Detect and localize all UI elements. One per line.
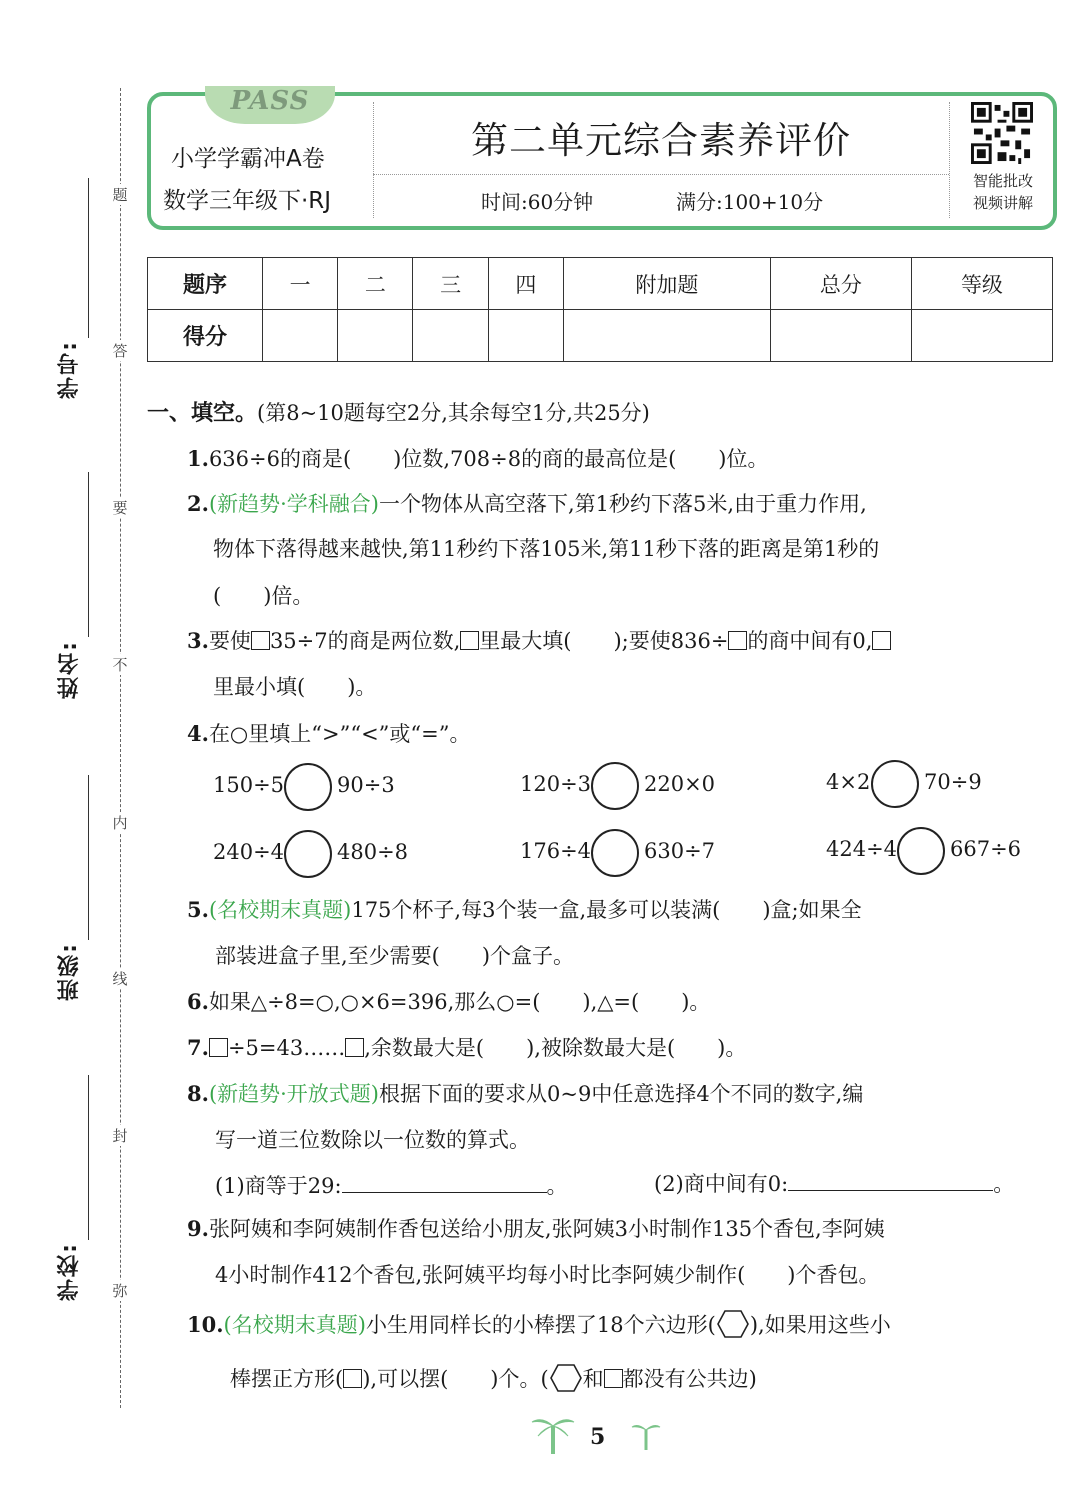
question-6: 6.如果△÷8=○,○×6=396,那么○=( ),△=( )。 xyxy=(187,989,711,1014)
score-table-header: 等级 xyxy=(911,258,1052,310)
question-3: 3.要使 35÷7的商是两位数, 里最大填( );要使836÷ 的商中间有0, xyxy=(187,625,891,655)
square-box-icon xyxy=(345,1038,364,1057)
question-5-line2: 部装进盒子里,至少需要( )个盒子。 xyxy=(215,944,575,968)
compare-circle[interactable] xyxy=(284,830,332,878)
question-7: 7. ÷5=43…… ,余数最大是( ),被除数最大是( )。 xyxy=(187,1035,747,1060)
class-blank[interactable] xyxy=(88,775,89,940)
score-table-header-row xyxy=(148,258,1053,310)
exam-time: 时间:60分钟 xyxy=(481,190,594,214)
question-2-line3: ( )倍。 xyxy=(213,584,314,608)
header-divider xyxy=(949,102,950,218)
score-cell[interactable] xyxy=(263,310,338,362)
page-title: 第二单元综合素养评价 xyxy=(471,119,851,162)
score-table xyxy=(147,257,1053,362)
question-3-line2: 里最小填( )。 xyxy=(213,675,377,699)
score-cell[interactable] xyxy=(770,310,911,362)
margin-char: 弥 xyxy=(110,1280,130,1301)
score-cell[interactable] xyxy=(413,310,488,362)
section-heading: 一、填空。(第8~10题每空2分,其余每空1分,共25分) xyxy=(147,401,650,426)
question-5: 5.(名校期末真题)175个杯子,每3个装一盒,最多可以装满( )盒;如果全 xyxy=(187,897,862,922)
hexagon-icon xyxy=(549,1363,583,1393)
answer-blank[interactable] xyxy=(342,1172,547,1193)
compare-left: 424÷4 xyxy=(826,837,898,861)
square-box-icon xyxy=(251,631,270,650)
brand-series: 小学学霸冲A卷 xyxy=(171,146,325,172)
answer-blank[interactable] xyxy=(788,1170,993,1191)
question-8-line2: 写一道三位数除以一位数的算式。 xyxy=(215,1128,530,1152)
margin-char: 不 xyxy=(110,654,130,675)
square-icon xyxy=(343,1369,362,1388)
header-divider xyxy=(373,174,949,175)
question-8-part1: (1)商等于29: 。 xyxy=(215,1174,568,1198)
question-8-part2: (2)商中间有0: 。 xyxy=(654,1172,1015,1196)
margin-char: 要 xyxy=(110,497,130,518)
compare-right: 220×0 xyxy=(644,772,716,796)
score-row-label: 得分 xyxy=(148,310,263,362)
compare-left: 240÷4 xyxy=(213,840,285,864)
compare-left: 176÷4 xyxy=(520,839,592,863)
name-blank[interactable] xyxy=(88,472,89,637)
score-table-header: 总分 xyxy=(770,258,911,310)
question-9-line2: 4小时制作412个香包,张阿姨平均每小时比李阿姨少制作( )个香包。 xyxy=(215,1263,880,1287)
score-table-header: 附加题 xyxy=(563,258,770,310)
question-8: 8.(新趋势·开放式题)根据下面的要求从0~9中任意选择4个不同的数字,编 xyxy=(187,1081,864,1106)
student-id-label: 学号: xyxy=(57,340,82,399)
student-id-blank[interactable] xyxy=(88,178,89,338)
square-box-icon xyxy=(728,631,747,650)
square-box-icon xyxy=(209,1038,228,1057)
margin-char: 封 xyxy=(110,1125,130,1146)
compare-right: 70÷9 xyxy=(924,770,982,794)
compare-circle[interactable] xyxy=(591,829,639,877)
school-label: 学校: xyxy=(57,1242,82,1301)
square-icon xyxy=(604,1369,623,1388)
palm-tree-icon xyxy=(630,1420,662,1452)
question-10: 10.(名校期末真题)小生用同样长的小棒摆了18个六边形( ),如果用这些小 xyxy=(187,1309,891,1339)
class-label: 班级: xyxy=(57,942,82,1001)
name-label: 姓名: xyxy=(57,640,82,699)
margin-char: 线 xyxy=(110,968,130,989)
compare-right: 630÷7 xyxy=(644,839,716,863)
question-2: 2.(新趋势·学科融合)一个物体从高空落下,第1秒约下落5米,由于重力作用, xyxy=(187,491,867,516)
score-table-header: 一 xyxy=(263,258,338,310)
qr-code-icon[interactable] xyxy=(971,102,1033,164)
compare-right: 90÷3 xyxy=(337,773,395,797)
compare-circle[interactable] xyxy=(591,762,639,810)
question-1: 1.636÷6的商是( )位数,708÷8的商的最高位是( )位。 xyxy=(187,446,769,471)
question-4: 4.在○里填上“>”“<”或“=”。 xyxy=(187,721,471,746)
question-10-line2: 棒摆正方形( ),可以摆( )个。( 和 都没有公共边) xyxy=(230,1363,757,1393)
compare-circle[interactable] xyxy=(871,760,919,808)
score-table-header: 二 xyxy=(338,258,413,310)
binding-dotted-line xyxy=(120,88,121,1408)
page-number: 5 xyxy=(590,1424,606,1450)
qr-caption: 智能批改 视频讲解 xyxy=(972,172,1033,212)
compare-right: 667÷6 xyxy=(950,837,1022,861)
question-9: 9.张阿姨和李阿姨制作香包送给小朋友,张阿姨3小时制作135个香包,李阿姨 xyxy=(187,1216,885,1241)
compare-left: 4×2 xyxy=(826,770,871,794)
compare-right: 480÷8 xyxy=(337,840,409,864)
compare-left: 120÷3 xyxy=(520,772,592,796)
pass-logo: PASS xyxy=(205,86,335,124)
score-table-header: 三 xyxy=(413,258,488,310)
margin-char: 答 xyxy=(110,340,130,361)
square-box-icon xyxy=(460,631,479,650)
question-2-line2: 物体下落得越来越快,第11秒约下落105米,第11秒下落的距离是第1秒的 xyxy=(213,537,880,561)
exam-full-score: 满分:100+10分 xyxy=(676,190,824,214)
school-blank[interactable] xyxy=(88,1075,89,1240)
brand-subject: 数学三年级下·RJ xyxy=(163,188,332,214)
score-cell[interactable] xyxy=(911,310,1052,362)
score-cell[interactable] xyxy=(563,310,770,362)
hexagon-icon xyxy=(716,1309,750,1339)
score-table-score-row xyxy=(148,310,1053,362)
exam-header xyxy=(147,86,1057,230)
score-cell[interactable] xyxy=(488,310,563,362)
margin-char: 内 xyxy=(110,812,130,833)
square-box-icon xyxy=(872,631,891,650)
score-cell[interactable] xyxy=(338,310,413,362)
score-table-header: 题序 xyxy=(148,258,263,310)
compare-left: 150÷5 xyxy=(213,773,285,797)
palm-tree-icon xyxy=(530,1412,576,1456)
score-table-header: 四 xyxy=(488,258,563,310)
compare-circle[interactable] xyxy=(897,827,945,875)
margin-char: 题 xyxy=(110,184,130,205)
compare-circle[interactable] xyxy=(284,763,332,811)
